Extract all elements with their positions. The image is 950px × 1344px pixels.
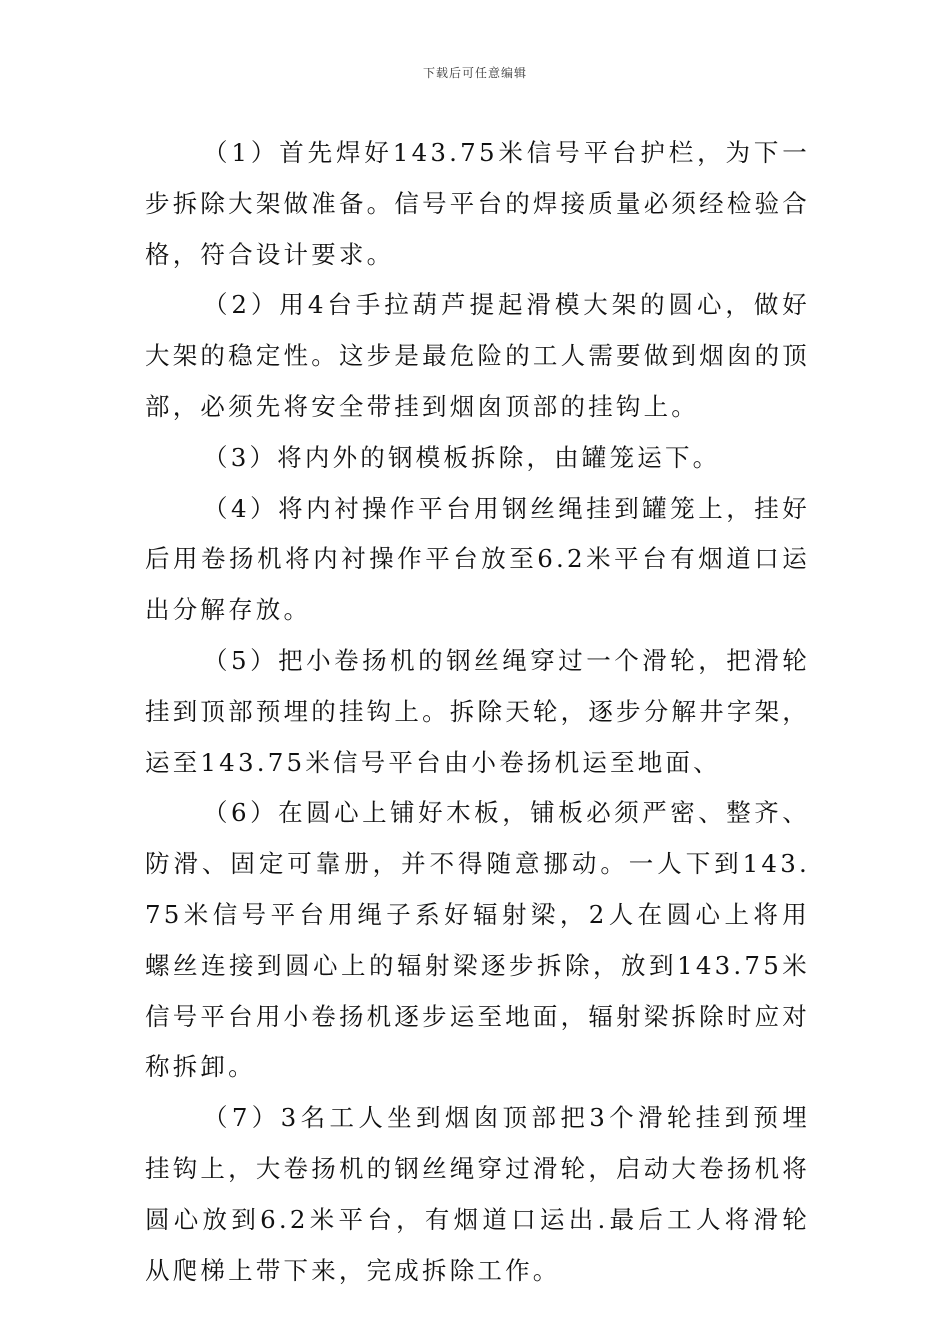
paragraph-step-2: （2）用4台手拉葫芦提起滑模大架的圆心，做好大架的稳定性。这步是最危险的工人需要做到烟囱的顶部，必须先将安全带挂到烟囱顶部的挂钩上。 — [145, 290, 810, 421]
paragraph-step-5: （5）把小卷扬机的钢丝绳穿过一个滑轮，把滑轮挂到顶部预埋的挂钩上。拆除天轮，逐步分解井字架，运至143.75米信号平台由小卷扬机运至地面、 — [145, 645, 810, 777]
paragraph-step-4: （4）将内衬操作平台用钢丝绳挂到罐笼上，挂好后用卷扬机将内衬操作平台放至6.2米平台有烟道口运出分解存放。 — [145, 493, 810, 625]
paragraph-step-3: （3）将内外的钢模板拆除，由罐笼运下。 — [203, 442, 721, 472]
document-body — [145, 128, 810, 1296]
paragraph-step-1: （1）首先焊好143.75米信号平台护栏，为下一步拆除大架做准备。信号平台的焊接质量必须经检验合格，符合设计要求。 — [145, 138, 810, 269]
page-header: 下载后可任意编辑 — [422, 66, 527, 80]
paragraph-step-6: （6）在圆心上铺好木板，铺板必须严密、整齐、防滑、固定可靠册，并不得随意挪动。一人下到143.75米信号平台用绳子系好辐射梁，2人在圆心上将用螺丝连接到圆心上的辐射梁逐步拆除，放到143.75米信号平台用小卷扬机逐步运至地面，辐射梁拆除时应对称拆卸。 — [145, 798, 810, 1082]
paragraph-step-7: （7）3名工人坐到烟囱顶部把3个滑轮挂到预埋挂钩上，大卷扬机的钢丝绳穿过滑轮，启动大卷扬机将圆心放到6.2米平台，有烟道口运出.最后工人将滑轮从爬梯上带下来，完成拆除工作。 — [145, 1103, 810, 1285]
